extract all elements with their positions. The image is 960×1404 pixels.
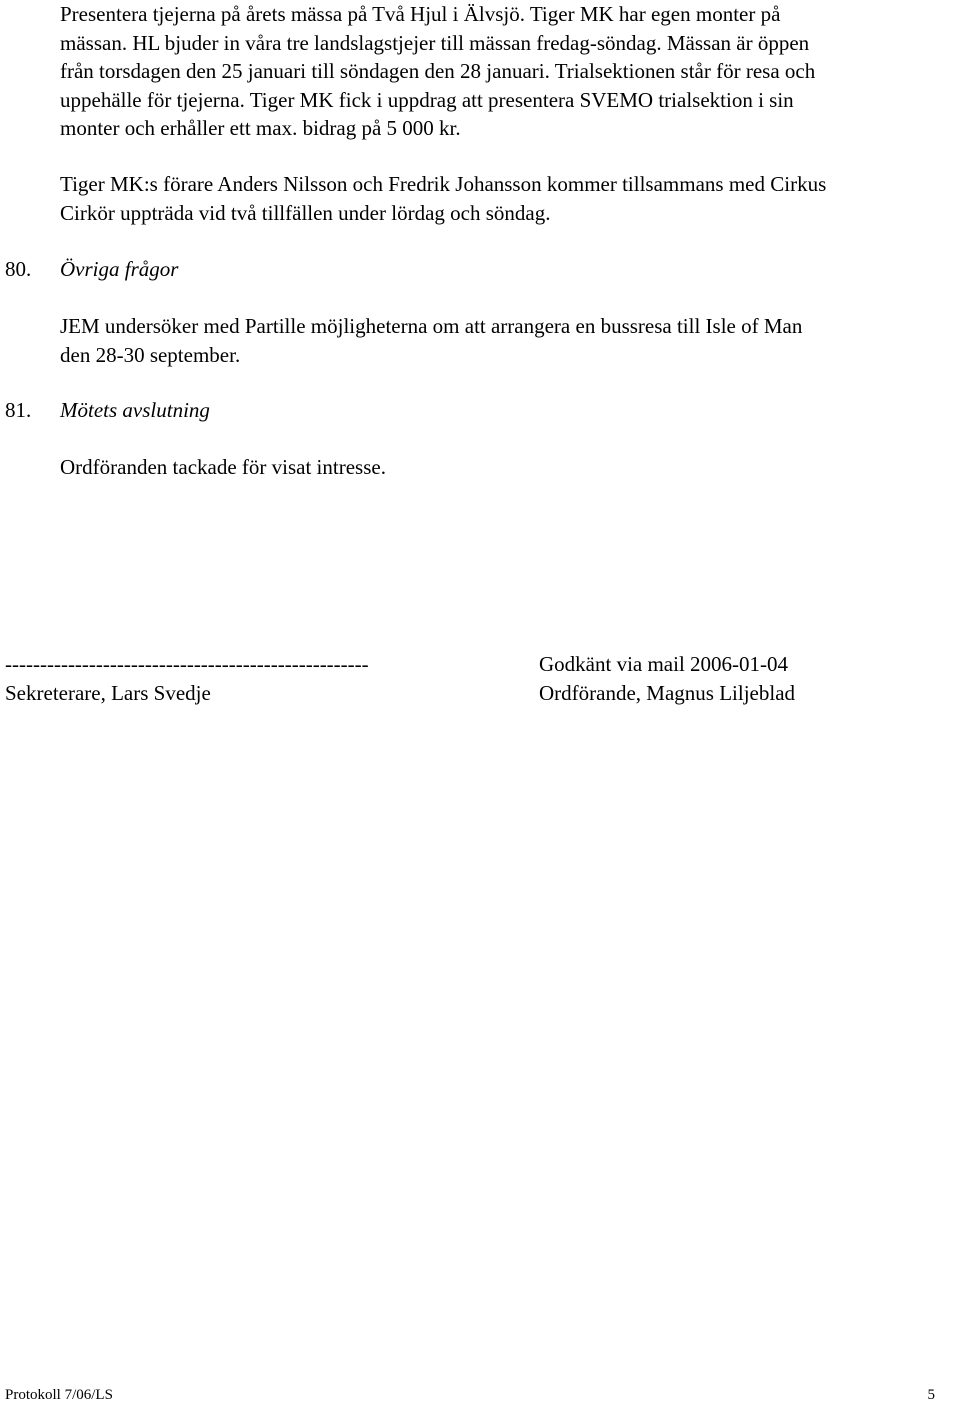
section-80-number: 80. [5, 257, 32, 281]
section-81-text: Ordföranden tackade för visat intresse. [60, 455, 386, 479]
chairman-name: Ordförande, Magnus Liljeblad [539, 681, 796, 705]
intro-line-3: från torsdagen den 25 januari till söndagen den 28 januari. Trialsektionen står för resa och [60, 59, 816, 83]
intro-line-1: Presentera tjejerna på årets mässa på Två Hjul i Älvsjö. Tiger MK har egen monter på [60, 2, 781, 26]
cirkus-line-1: Tiger MK:s förare Anders Nilsson och Fredrik Johansson kommer tillsammans med Cirkus [60, 172, 827, 196]
intro-line-2: mässan. HL bjuder in våra tre landslagstjejer till mässan fredag-söndag. Mässan är öppen [60, 30, 810, 55]
section-80-title: Övriga frågor [60, 257, 179, 281]
signature-line: ---------------------------------------------------- [5, 652, 369, 676]
section-80-line-2: den 28-30 september. [60, 342, 241, 367]
footer-document-id: Protokoll 7/06/LS [5, 1387, 113, 1403]
intro-line-4: uppehälle för tjejerna. Tiger MK fick i uppdrag att presentera SVEMO trialsektion i sin [60, 87, 794, 112]
cirkus-line-2: Cirkör uppträda vid två tillfällen under lördag och söndag. [60, 200, 551, 225]
intro-line-5: monter och erhåller ett max. bidrag på 5 000 kr. [60, 116, 461, 140]
approval-note: Godkänt via mail 2006-01-04 [539, 652, 789, 676]
section-81-title: Mötets avslutning [60, 398, 210, 422]
section-80-line-1: JEM undersöker med Partille möjligheterna om att arrangera en bussresa till Isle of Man [60, 314, 803, 338]
secretary-name: Sekreterare, Lars Svedje [5, 681, 211, 705]
footer-page-number: 5 [927, 1387, 935, 1403]
section-81-number: 81. [5, 398, 32, 422]
